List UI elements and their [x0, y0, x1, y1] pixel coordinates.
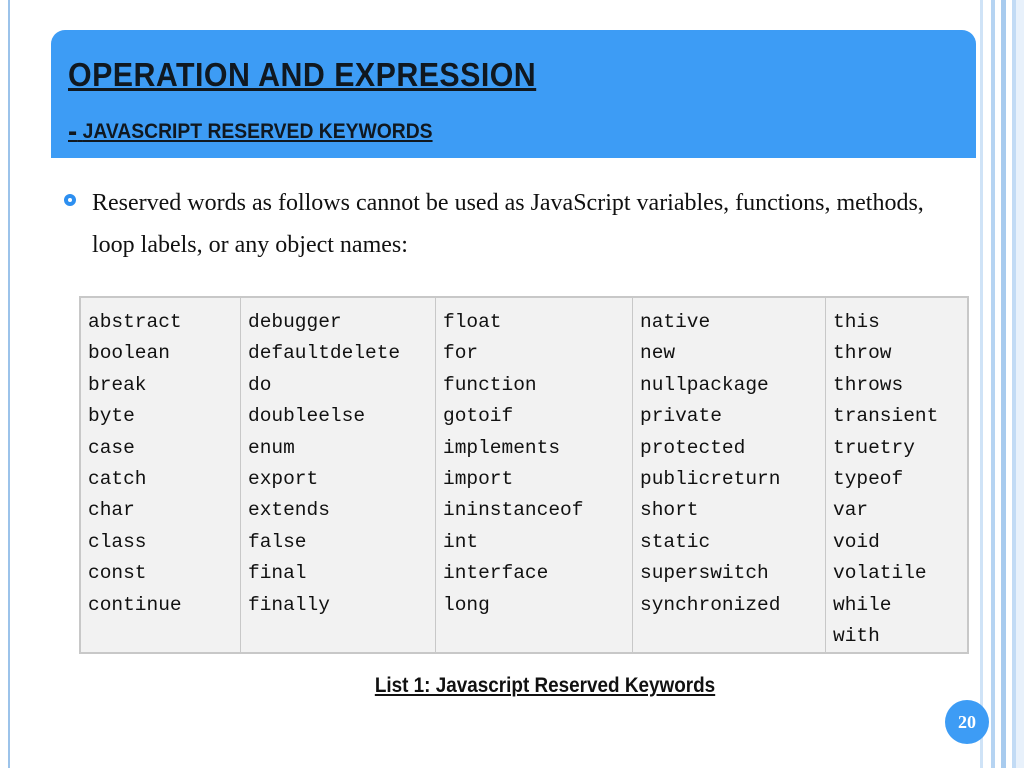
keyword: import	[443, 468, 514, 491]
keyword: const	[88, 562, 147, 585]
keyword: false	[248, 530, 307, 553]
keyword: long	[443, 593, 490, 616]
keyword: do	[248, 373, 272, 396]
keyword: class	[88, 530, 147, 553]
keyword: continue	[88, 593, 182, 616]
keyword: final	[248, 562, 307, 585]
keyword-column-1	[80, 297, 241, 653]
keyword: extends	[248, 499, 330, 522]
table-caption: List 1: Javascript Reserved Keywords	[374, 674, 716, 697]
subtitle-text: JAVASCRIPT RESERVED KEYWORDS	[82, 120, 433, 143]
keyword: with	[833, 625, 880, 648]
keyword: throw	[833, 342, 892, 365]
ring-bullet-icon	[64, 194, 76, 206]
keyword: throws	[833, 373, 904, 396]
keyword: byte	[88, 405, 135, 428]
keyword: void	[833, 530, 880, 553]
keyword: abstract	[88, 311, 182, 333]
keyword: transient	[833, 405, 939, 428]
keyword-column-5	[826, 297, 969, 653]
right-decorative-stripes	[980, 0, 1024, 768]
keyword: protected	[640, 436, 746, 459]
keyword: enum	[248, 436, 295, 459]
keyword: implements	[443, 436, 561, 459]
keyword: debugger	[248, 311, 342, 333]
keyword: defaultdelete	[248, 342, 401, 365]
keyword: ininstanceof	[443, 499, 584, 522]
keyword: publicreturn	[640, 468, 781, 491]
keyword: break	[88, 373, 147, 396]
keyword: volatile	[833, 562, 927, 585]
keyword: function	[443, 373, 537, 396]
keyword: case	[88, 436, 135, 459]
bullet-text: Reserved words as follows cannot be used as JavaScript variables, functions, methods, loop labels, or any object names:	[92, 190, 924, 258]
keyword: truetry	[833, 436, 915, 459]
keyword: superswitch	[640, 562, 769, 585]
slide-subtitle	[68, 115, 433, 149]
keywords-table	[79, 296, 969, 654]
keyword: synchronized	[640, 593, 781, 616]
keyword: static	[640, 530, 711, 553]
keyword: doubleelse	[248, 405, 366, 428]
keyword: char	[88, 499, 135, 522]
keyword: for	[443, 342, 479, 365]
keyword: var	[833, 499, 869, 522]
keyword: short	[640, 499, 699, 522]
keyword: boolean	[88, 342, 170, 365]
keyword: this	[833, 311, 880, 333]
keyword: catch	[88, 468, 147, 491]
keyword-column-3	[436, 297, 633, 653]
keyword: int	[443, 530, 479, 553]
keyword: interface	[443, 562, 549, 585]
keyword: gotoif	[443, 405, 514, 428]
table-row	[80, 297, 968, 653]
keyword: float	[443, 311, 502, 333]
keyword: typeof	[833, 468, 904, 491]
keyword: new	[640, 342, 676, 365]
keyword: while	[833, 593, 892, 616]
keyword: nullpackage	[640, 373, 769, 396]
left-border-line	[8, 0, 10, 768]
slide-title: OPERATION AND EXPRESSION	[68, 56, 537, 93]
keyword-column-2	[241, 297, 436, 653]
page-number-badge: 20	[945, 700, 989, 744]
keyword: export	[248, 468, 319, 491]
keyword: finally	[248, 593, 330, 616]
keyword: private	[640, 405, 722, 428]
subtitle-dash: -	[68, 115, 78, 148]
keyword-column-4	[633, 297, 826, 653]
keyword: native	[640, 311, 711, 333]
